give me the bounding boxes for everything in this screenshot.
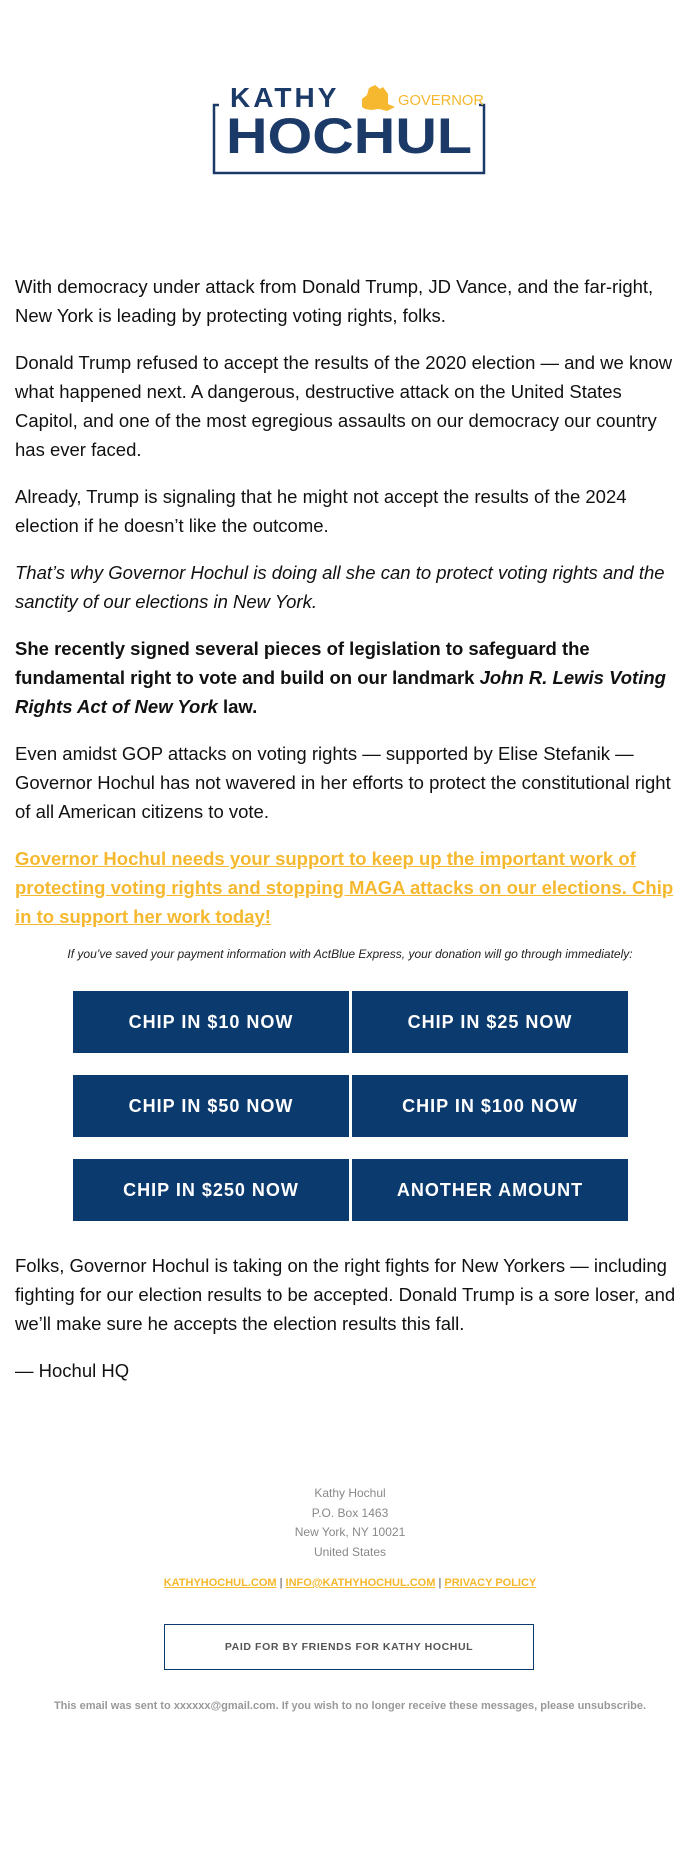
logo-title: GOVERNOR: [398, 92, 485, 109]
address-po-box: P.O. Box 1463: [311, 1505, 389, 1520]
paragraph-gop-attacks: Even amidst GOP attacks on voting rights — supported by Elise Stefanik — Governor Hochul has not wavered in her efforts to protect the constitutional right of all American citizens to vote.: [15, 743, 671, 822]
paragraph-2020-election: Donald Trump refused to accept the results of the 2020 election — and we know what happened next. A dangerous, destructive attack on the United States Capitol, and one of the most egregious assaults on our democracy our country has ever faced.: [15, 352, 673, 460]
kathy-hochul-logo: [212, 85, 486, 175]
legislation-text-end: law.: [217, 696, 258, 717]
footer-links: [0, 1577, 700, 1589]
paragraph-legislation: [15, 634, 687, 721]
another-amount-button[interactable]: ANOTHER AMOUNT: [352, 1159, 628, 1221]
email-body: [15, 272, 687, 949]
paragraph-ask: [15, 844, 687, 931]
chip-in-50-button[interactable]: CHIP IN $50 NOW: [73, 1075, 349, 1137]
link-separator: |: [438, 1577, 442, 1589]
paragraph-2024-election: Already, Trump is signaling that he might not accept the results of the 2024 election if he doesn’t like the outcome.: [15, 486, 627, 536]
address-name: Kathy Hochul: [314, 1486, 386, 1500]
privacy-policy-link[interactable]: PRIVACY POLICY: [444, 1577, 537, 1589]
unsubscribe-notice[interactable]: This email was sent to xxxxxx@gmail.com. If you wish to no longer receive these messages, please unsubscribe.: [53, 1700, 647, 1712]
address-country: United States: [313, 1544, 387, 1559]
mailing-address: [0, 1484, 700, 1562]
legislation-act-name: John R. Lewis Voting Rights Act of New York: [15, 667, 666, 717]
website-link[interactable]: KATHYHOCHUL.COM: [163, 1577, 277, 1589]
chip-in-100-button[interactable]: CHIP IN $100 NOW: [352, 1075, 628, 1137]
email-link[interactable]: INFO@KATHYHOCHUL.COM: [285, 1577, 436, 1589]
chip-in-10-button[interactable]: CHIP IN $10 NOW: [73, 991, 349, 1053]
closing-section: [15, 1251, 687, 1403]
address-city: New York, NY 10021: [294, 1525, 406, 1539]
paragraph-closing: Folks, Governor Hochul is taking on the right fights for New Yorkers — including fighting for our election results to be accepted. Donald Trump is a sore loser, and we’ll make sure he accepts the election results this fall.: [15, 1255, 676, 1334]
paragraph-protect-rights: That’s why Governor Hochul is doing all she can to protect voting rights and the sanctity of our elections in New York.: [15, 562, 665, 612]
chip-in-25-button[interactable]: CHIP IN $25 NOW: [352, 991, 628, 1053]
chip-in-250-button[interactable]: CHIP IN $250 NOW: [73, 1159, 349, 1221]
actblue-express-note: If you’ve saved your payment information with ActBlue Express, your donation will go through immediately:: [67, 947, 633, 961]
paragraph-intro: With democracy under attack from Donald Trump, JD Vance, and the far-right, New York is leading by protecting voting rights, folks.: [15, 276, 654, 326]
logo-last-name: HOCHUL: [226, 108, 472, 164]
legislation-text-start: She recently signed several pieces of legislation to safeguard the fundamental right to vote and build on our landmark: [15, 638, 590, 688]
link-separator: |: [279, 1577, 283, 1589]
support-link[interactable]: Governor Hochul needs your support to keep up the important work of protecting voting rights and stopping MAGA attacks on our elections. Chip in to support her work today!: [15, 848, 674, 927]
logo-first-name: KATHY: [230, 85, 340, 113]
signoff: — Hochul HQ: [15, 1360, 130, 1381]
paid-for-disclaimer: PAID FOR BY FRIENDS FOR KATHY HOCHUL: [164, 1624, 534, 1670]
